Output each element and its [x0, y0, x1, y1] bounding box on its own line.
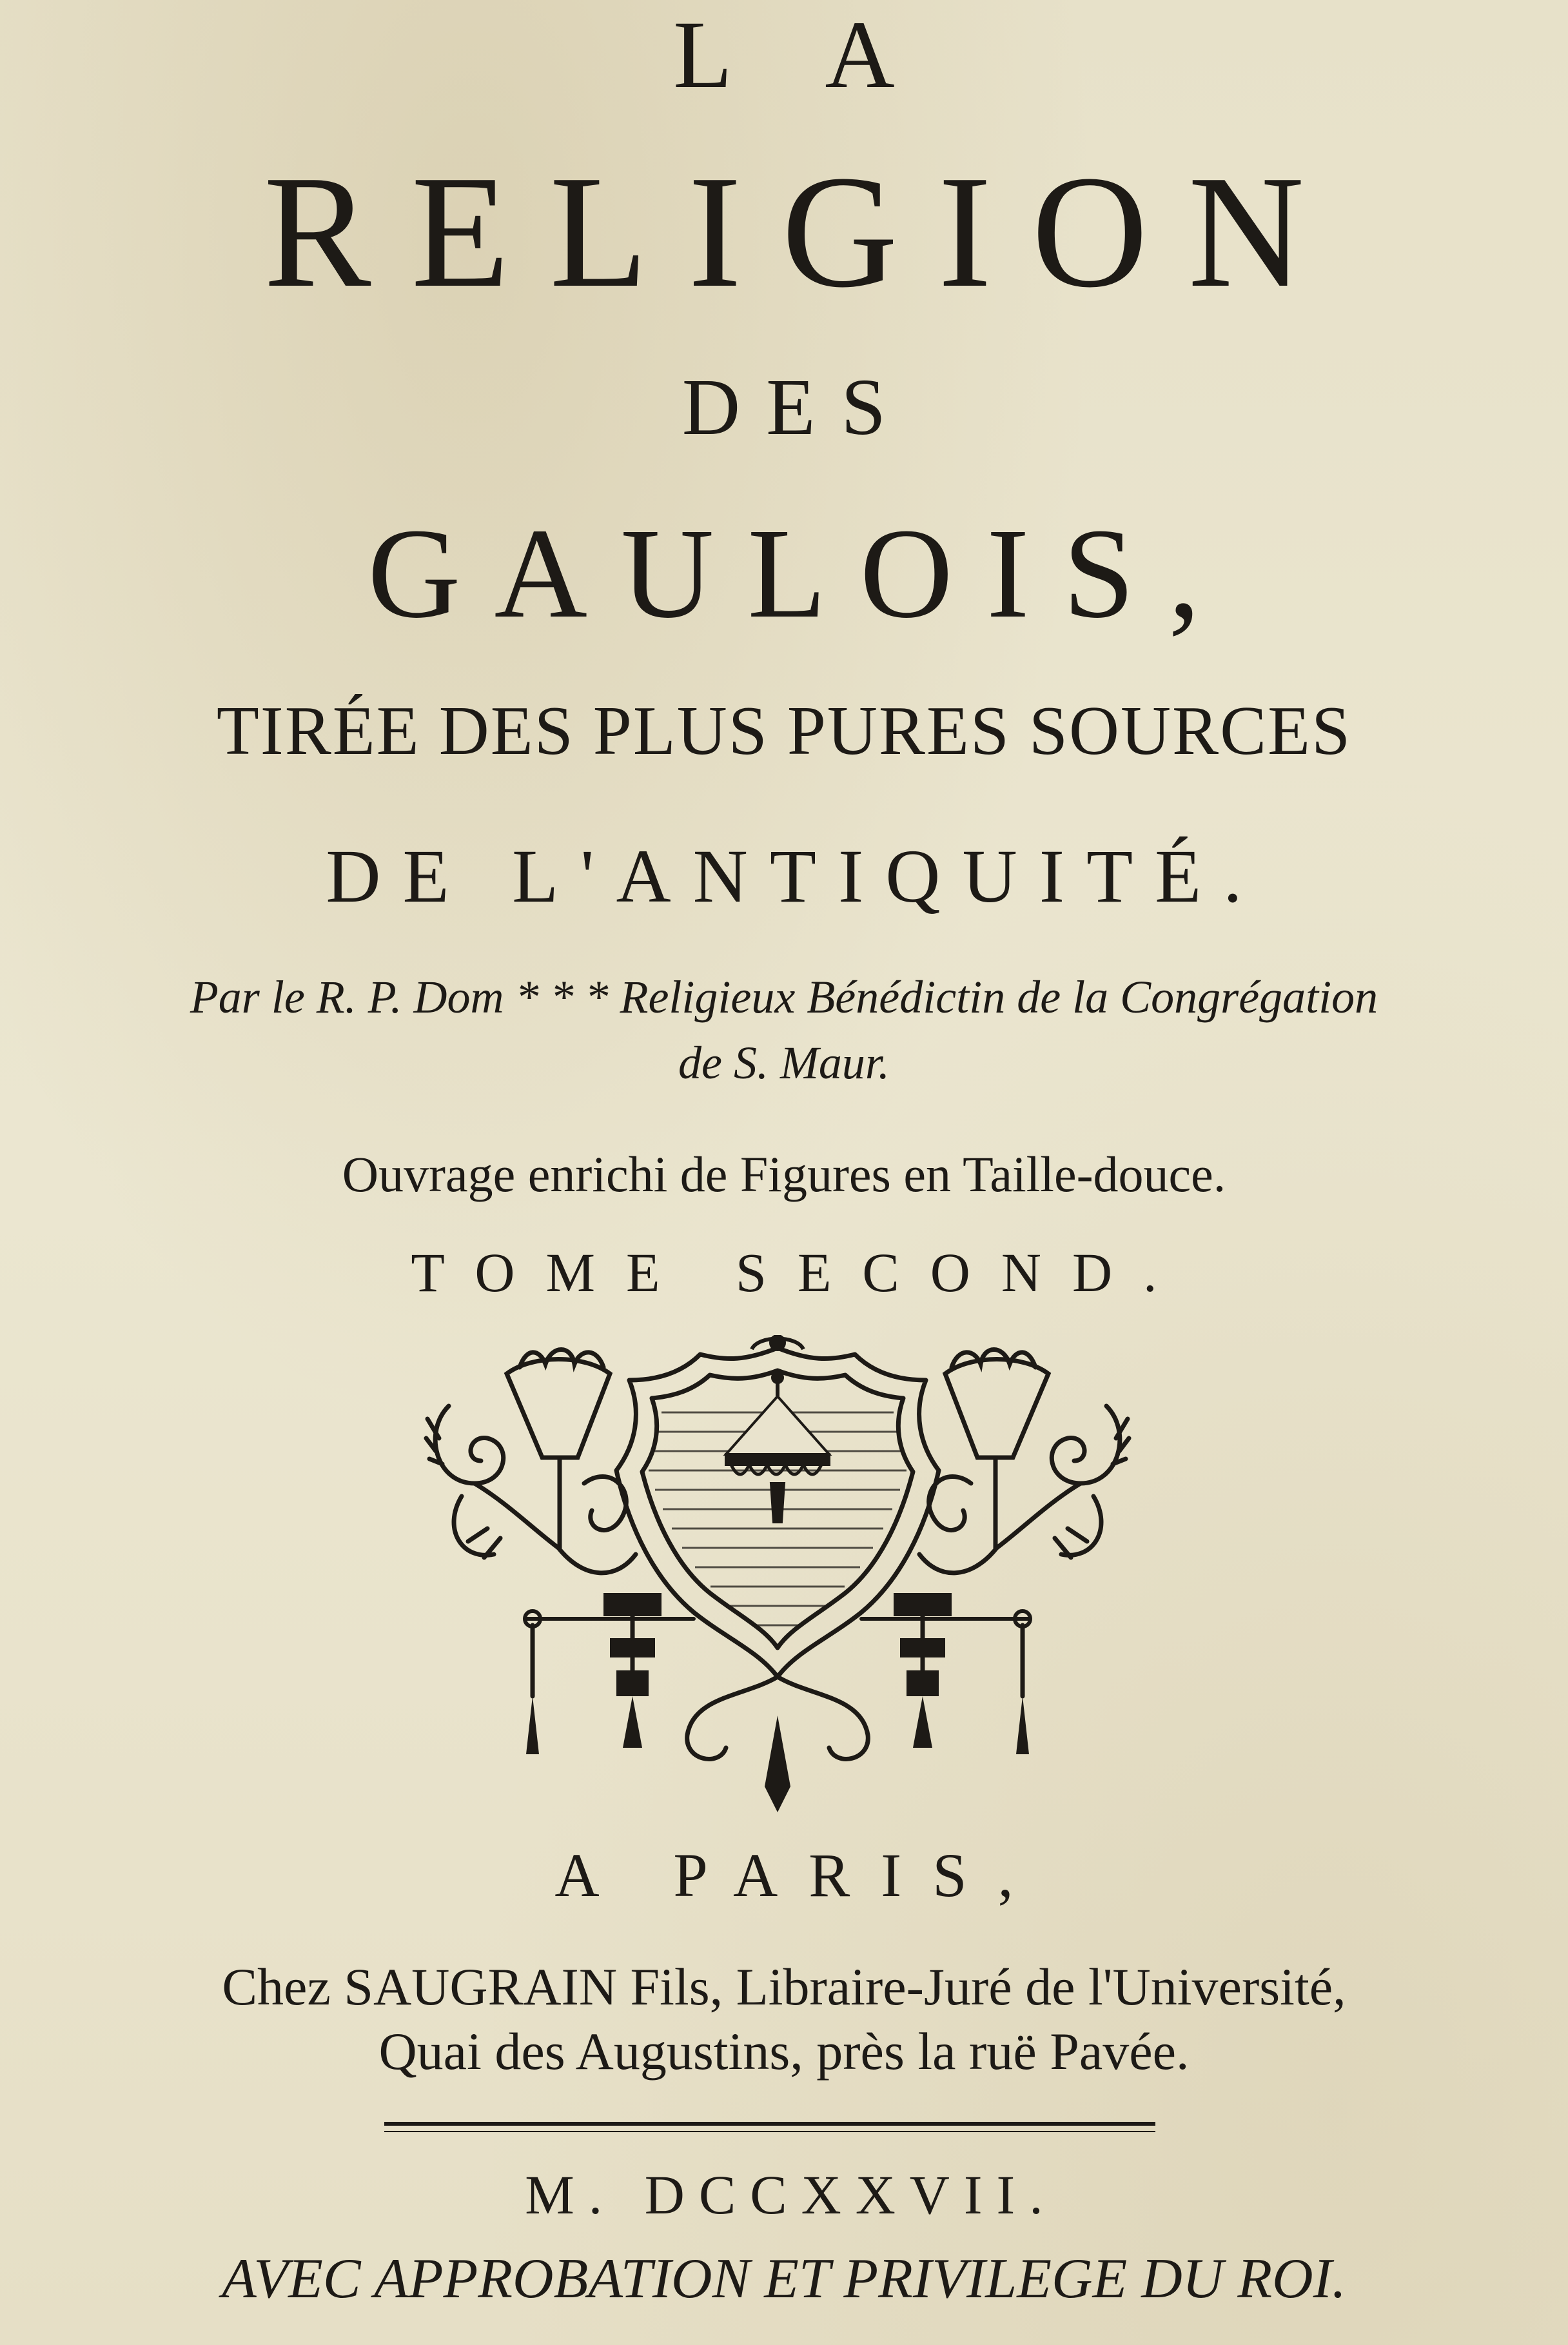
subtitle-tiree: TIRÉE DES PLUS PURES SOURCES	[216, 693, 1352, 769]
title-article: L A	[673, 1, 934, 108]
printers-ornament-vignette-icon	[423, 1335, 1132, 1825]
title-des: DES	[681, 363, 912, 452]
imprint-city: A PARIS,	[554, 1841, 1044, 1910]
publisher-line-1: Chez SAUGRAIN Fils, Libraire-Juré de l'Université,	[222, 1957, 1346, 2016]
imprint-date: M. DCCXXVII.	[525, 2164, 1057, 2226]
divider-rule	[384, 2122, 1155, 2132]
title-gaulois: GAULOIS,	[368, 502, 1234, 645]
title-religion: RELIGION	[263, 143, 1345, 321]
author-line-1: Par le R. P. Dom * * * Religieux Bénédictin de la Congrégation	[190, 971, 1378, 1023]
ouvrage-line: Ouvrage enrichi de Figures en Taille-douce.	[342, 1146, 1226, 1202]
publisher-line-2: Quai des Augustins, près la ruë Pavée.	[378, 2022, 1190, 2081]
subtitle-antiquite: DE L'ANTIQUITÉ.	[326, 834, 1264, 918]
volume-label: TOME SECOND.	[411, 1242, 1188, 1303]
privilege-line: AVEC APPROBATION ET PRIVILEGE DU ROI.	[222, 2248, 1346, 2310]
author-line-2: de S. Maur.	[678, 1037, 890, 1089]
